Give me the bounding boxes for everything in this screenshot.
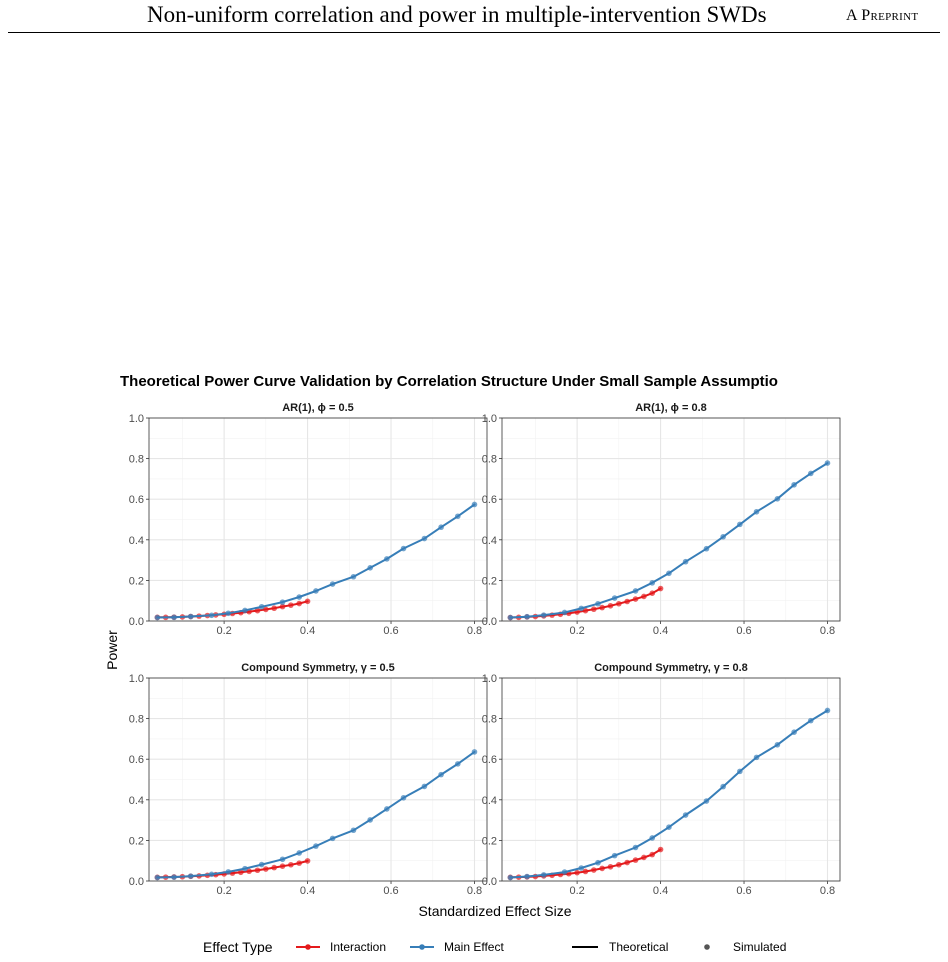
y-tick-label: 0.6 <box>481 754 497 767</box>
data-point-main-effect <box>209 872 215 878</box>
panel-title: AR(1), ϕ = 0.5 <box>282 402 354 414</box>
x-tick-label: 0.4 <box>652 885 669 897</box>
legend-swatch-point <box>305 944 311 950</box>
data-point-main-effect <box>280 856 286 862</box>
chart-panel <box>129 402 487 637</box>
data-point-main-effect <box>704 798 710 804</box>
data-point-main-effect <box>541 612 547 618</box>
y-tick-label: 0.2 <box>128 835 144 848</box>
data-point-interaction <box>288 602 294 608</box>
x-tick-label: 0.4 <box>652 625 669 637</box>
data-point-main-effect <box>791 729 797 735</box>
data-point-interaction <box>658 586 664 592</box>
data-point-main-effect <box>296 594 302 600</box>
data-point-interaction <box>288 862 294 868</box>
data-point-main-effect <box>209 613 215 619</box>
data-point-main-effect <box>524 874 530 880</box>
data-point-interaction <box>616 601 622 607</box>
data-point-interaction <box>641 594 647 600</box>
data-point-main-effect <box>384 806 390 812</box>
data-point-main-effect <box>472 502 478 508</box>
chart-panel <box>482 402 840 637</box>
data-point-interaction <box>296 601 302 607</box>
data-point-main-effect <box>188 873 194 879</box>
data-point-main-effect <box>737 769 743 775</box>
data-point-main-effect <box>296 850 302 856</box>
x-tick-label: 0.6 <box>383 625 399 637</box>
data-point-main-effect <box>351 827 357 833</box>
data-point-main-effect <box>825 708 831 714</box>
data-point-main-effect <box>242 866 248 872</box>
data-point-main-effect <box>422 536 428 542</box>
panel-title: AR(1), ϕ = 0.8 <box>635 402 707 414</box>
header-title: Non-uniform correlation and power in multiple-intervention SWDs <box>147 2 767 27</box>
x-tick-label: 0.8 <box>819 885 836 897</box>
chart-panel <box>129 662 487 897</box>
data-point-main-effect <box>384 556 390 562</box>
data-point-main-effect <box>508 615 514 621</box>
x-tick-label: 0.4 <box>299 625 316 637</box>
data-point-main-effect <box>720 534 726 540</box>
y-tick-label: 0.4 <box>481 794 497 807</box>
data-point-main-effect <box>188 614 194 620</box>
legend-swatch-point <box>419 944 425 950</box>
y-axis-label: Power <box>104 630 120 670</box>
y-tick-label: 0.2 <box>481 835 497 848</box>
y-tick-label: 0.2 <box>481 575 497 588</box>
legend-item-label: Main Effect <box>444 940 504 954</box>
legend-simulated-label: Simulated <box>733 940 787 954</box>
data-point-main-effect <box>259 862 265 868</box>
data-point-main-effect <box>401 546 407 552</box>
y-tick-label: 0.4 <box>128 794 144 807</box>
x-axis-label: Standardized Effect Size <box>418 903 572 919</box>
data-point-main-effect <box>455 513 461 519</box>
data-point-main-effect <box>649 835 655 841</box>
data-point-interaction <box>574 870 580 876</box>
chart-title: Theoretical Power Curve Validation by Correlation Structure Under Small Sample Assumptio <box>120 373 778 390</box>
panel-title: Compound Symmetry, γ = 0.8 <box>594 662 748 674</box>
data-point-main-effect <box>259 604 265 610</box>
legend-item-label: Interaction <box>330 940 387 954</box>
y-tick-label: 0.2 <box>128 575 144 588</box>
x-tick-label: 0.6 <box>736 885 752 897</box>
data-point-interaction <box>624 599 630 605</box>
data-point-interaction <box>641 855 647 861</box>
legend-title: Effect Type <box>203 939 273 955</box>
data-point-main-effect <box>683 812 689 818</box>
y-tick-label: 0.6 <box>128 494 144 507</box>
data-point-interaction <box>599 866 605 872</box>
data-point-interaction <box>591 606 597 612</box>
y-tick-label: 1.0 <box>128 413 144 425</box>
data-point-main-effect <box>438 524 444 530</box>
legend-theoretical-label: Theoretical <box>609 940 669 954</box>
x-tick-label: 0.4 <box>299 885 316 897</box>
data-point-interaction <box>649 590 655 596</box>
y-tick-label: 1.0 <box>481 673 497 685</box>
data-point-interaction <box>255 867 261 873</box>
data-point-main-effect <box>280 599 286 605</box>
data-point-main-effect <box>242 608 248 614</box>
data-point-main-effect <box>775 496 781 502</box>
data-point-main-effect <box>155 615 161 621</box>
data-point-main-effect <box>455 761 461 767</box>
y-tick-label: 0.8 <box>481 453 497 466</box>
x-tick-label: 0.8 <box>466 625 483 637</box>
data-point-main-effect <box>775 742 781 748</box>
data-point-main-effect <box>313 588 319 594</box>
y-tick-label: 0.4 <box>481 534 497 547</box>
data-point-main-effect <box>612 853 618 859</box>
data-point-main-effect <box>720 784 726 790</box>
data-point-main-effect <box>472 749 478 755</box>
data-point-main-effect <box>562 610 568 616</box>
y-tick-label: 0.0 <box>481 876 497 888</box>
data-point-main-effect <box>666 824 672 830</box>
data-point-interaction <box>616 862 622 868</box>
y-tick-label: 0.8 <box>128 713 144 726</box>
data-point-main-effect <box>422 784 428 790</box>
data-point-main-effect <box>225 610 231 616</box>
data-point-main-effect <box>401 795 407 801</box>
data-point-main-effect <box>541 872 547 878</box>
data-point-interaction <box>271 865 277 871</box>
data-point-main-effect <box>225 869 231 875</box>
data-point-main-effect <box>171 874 177 880</box>
data-point-interaction <box>633 857 639 863</box>
data-point-main-effect <box>683 559 689 565</box>
data-point-main-effect <box>754 509 760 515</box>
preprint-label-text: A Preprint <box>846 7 919 24</box>
data-point-main-effect <box>351 574 357 580</box>
data-point-interaction <box>305 858 311 864</box>
data-point-main-effect <box>595 860 601 866</box>
data-point-main-effect <box>825 460 831 466</box>
data-point-main-effect <box>367 817 373 823</box>
y-tick-label: 0.8 <box>128 453 144 466</box>
data-point-main-effect <box>808 471 814 477</box>
y-tick-label: 0.8 <box>481 713 497 726</box>
data-point-interaction <box>624 860 630 866</box>
data-point-main-effect <box>578 606 584 612</box>
data-point-main-effect <box>633 588 639 594</box>
data-point-main-effect <box>704 546 710 552</box>
x-tick-label: 0.2 <box>569 625 585 637</box>
data-point-main-effect <box>633 845 639 851</box>
data-point-main-effect <box>330 836 336 842</box>
data-point-main-effect <box>666 570 672 576</box>
data-point-interaction <box>599 605 605 611</box>
data-point-interaction <box>608 603 614 609</box>
x-tick-label: 0.2 <box>216 885 232 897</box>
data-point-main-effect <box>612 595 618 601</box>
panel-title: Compound Symmetry, γ = 0.5 <box>241 662 395 674</box>
data-point-main-effect <box>562 869 568 875</box>
y-tick-label: 1.0 <box>128 673 144 685</box>
data-point-main-effect <box>754 755 760 761</box>
data-point-main-effect <box>791 482 797 488</box>
data-point-interaction <box>271 605 277 611</box>
data-point-main-effect <box>524 614 530 620</box>
data-point-interaction <box>296 860 302 866</box>
data-point-main-effect <box>578 865 584 871</box>
data-point-interaction <box>305 599 311 605</box>
data-point-main-effect <box>737 522 743 528</box>
data-point-interaction <box>649 852 655 858</box>
data-point-main-effect <box>438 772 444 778</box>
data-point-main-effect <box>367 565 373 571</box>
y-tick-label: 1.0 <box>481 413 497 425</box>
x-tick-label: 0.2 <box>216 625 232 637</box>
y-tick-label: 0.6 <box>481 494 497 507</box>
x-tick-label: 0.2 <box>569 885 585 897</box>
data-point-main-effect <box>508 875 514 881</box>
data-point-interaction <box>658 847 664 853</box>
data-point-main-effect <box>330 581 336 587</box>
chart-panel <box>482 662 840 897</box>
x-tick-label: 0.8 <box>819 625 836 637</box>
y-tick-label: 0.0 <box>128 876 144 888</box>
data-point-interaction <box>280 863 286 869</box>
y-tick-label: 0.6 <box>128 754 144 767</box>
x-tick-label: 0.6 <box>383 885 399 897</box>
data-point-main-effect <box>171 615 177 621</box>
y-tick-label: 0.4 <box>128 534 144 547</box>
data-point-main-effect <box>808 718 814 724</box>
legend-simulated-swatch <box>704 944 710 950</box>
data-point-interaction <box>608 864 614 870</box>
data-point-main-effect <box>595 601 601 607</box>
data-point-main-effect <box>649 580 655 586</box>
y-tick-label: 0.0 <box>128 616 144 628</box>
x-tick-label: 0.8 <box>466 885 483 897</box>
y-tick-label: 0.0 <box>481 616 497 628</box>
data-point-interaction <box>591 867 597 873</box>
data-point-main-effect <box>313 843 319 849</box>
data-point-interaction <box>633 596 639 602</box>
x-tick-label: 0.6 <box>736 625 752 637</box>
data-point-interaction <box>263 866 269 872</box>
legend <box>203 939 786 955</box>
data-point-main-effect <box>155 875 161 881</box>
